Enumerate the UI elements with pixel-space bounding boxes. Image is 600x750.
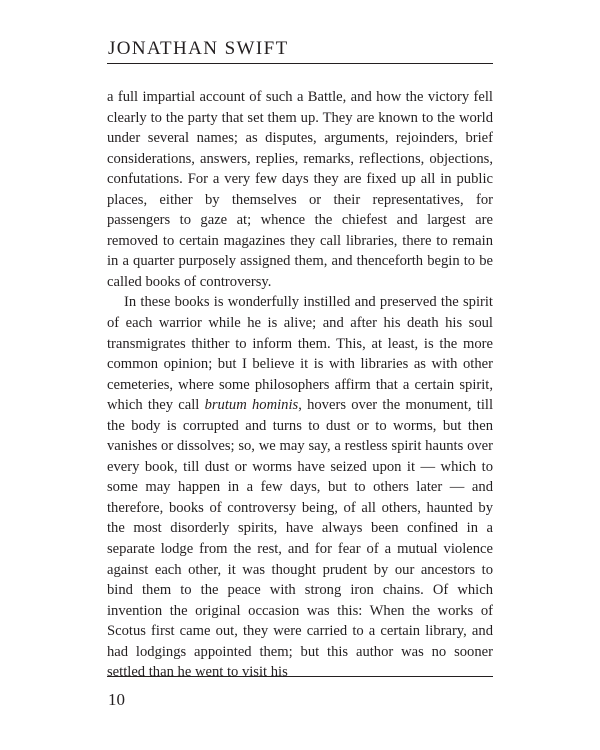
- page-number: 10: [108, 690, 125, 709]
- page-header: [107, 38, 493, 64]
- paragraph-2-italic-term: brutum hominis: [204, 397, 299, 414]
- footer-rule: [107, 676, 493, 677]
- header-rule: [107, 63, 493, 64]
- paragraph-1: a full impartial account of such a Battle, and how the victory fell clearly to the party that set them up. They are known to the world under several names; as disputes, arguments, rejoinders, brief considerations, answers, replies, remarks, reflections, objections, confutations. For a very few days they are fixed up all in public places, either by themselves or their representatives, for passengers to gaze at; whence the chiefest and largest are removed to certain magazines they call libraries, there to remain in a quarter purposely assigned them, and thenceforth begin to be called books of controversy.: [107, 89, 493, 290]
- body-text: [107, 87, 493, 683]
- paragraph-2-text-after: , hovers over the monument, till the body is corrupted and turns to dust or to worms, but then vanishes or dissolves; so, we may say, a restless spirit haunts over every book, till dust or worms have seized upon it — which to some may happen in a few days, but to others later — and therefore, books of controversy being, of all others, haunted by the most disorderly spirits, have always been confined in a separate lodge from the rest, and for fear of a mutual violence against each other, it was thought prudent by our ancestors to bind them to the peace with strong iron chains. Of which invention the original occasion was this: When the works of Scotus first came out, they were carried to a certain library, and had lodgings appointed them; but this author was no sooner settled than he went to visit his: [107, 397, 493, 681]
- paragraph-2-text-before: In these books is wonderfully instilled and preserved the spirit of each warrior while he is alive; and after his death his soul transmigrates thither to inform them. This, at least, is the more common opinion; but I believe it is with libraries as with other cemeteries, where some philosophers affirm that a certain spirit, which they call: [107, 294, 493, 414]
- running-title: JONATHAN SWIFT: [108, 38, 289, 59]
- page-footer: [107, 676, 493, 710]
- paragraph-2: [107, 292, 493, 682]
